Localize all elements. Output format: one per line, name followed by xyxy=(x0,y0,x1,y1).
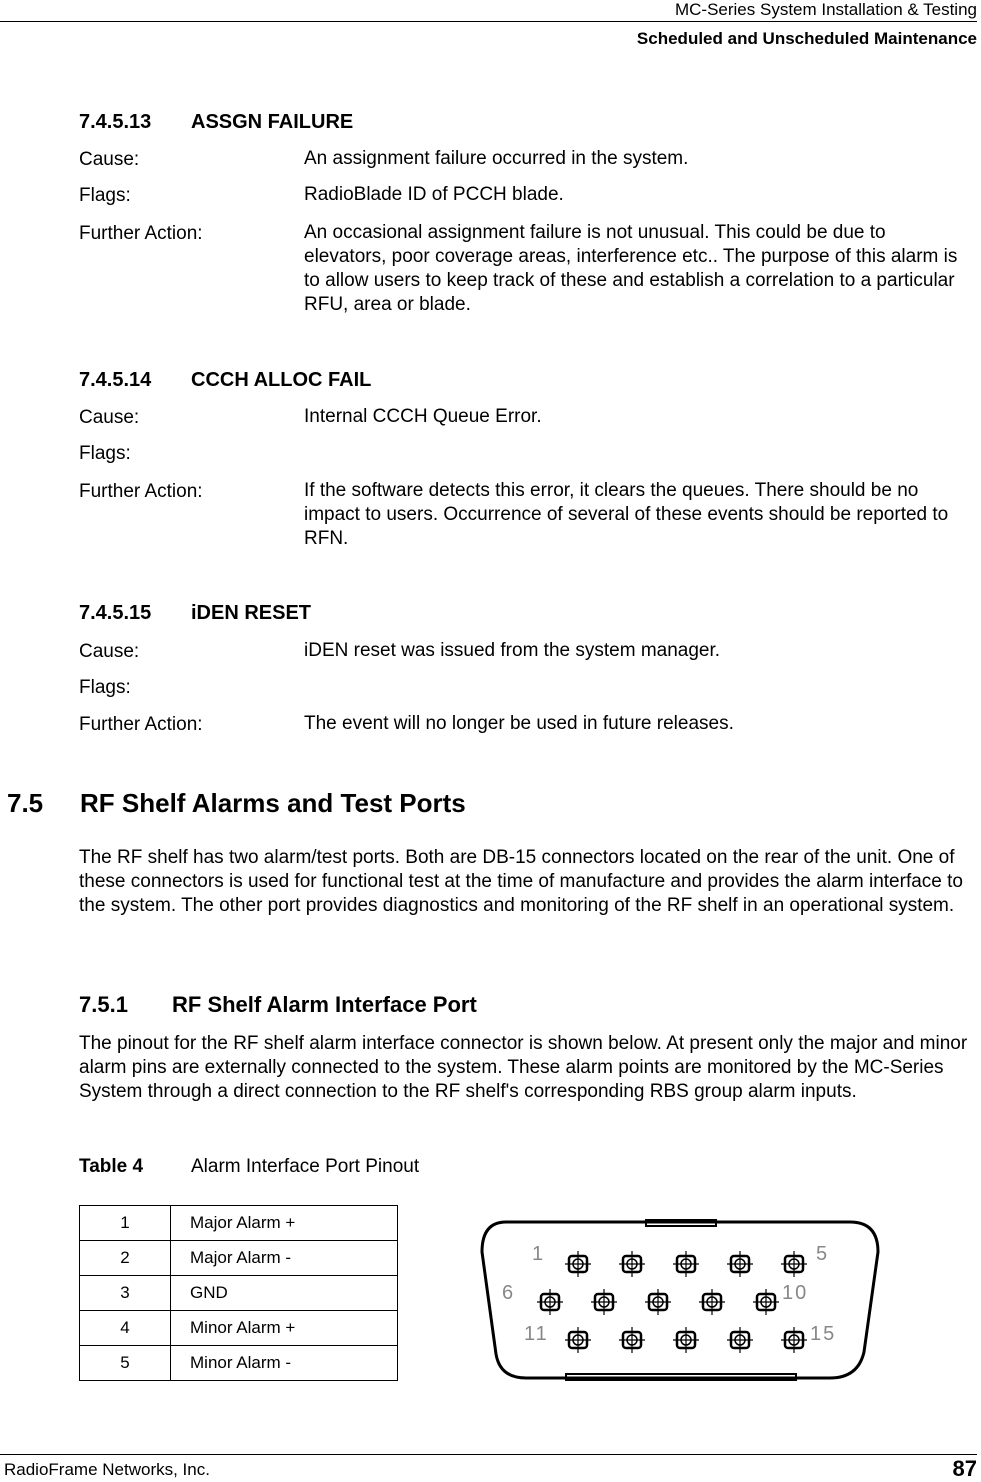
pin-row-3 xyxy=(565,1327,807,1353)
further-action-label: Further Action: xyxy=(79,223,203,244)
table-row xyxy=(80,1241,398,1276)
further-action-text: If the software detects this error, it clears the queues. There should be no impact to users. Occurrence of several of these events should be reported to RFN. xyxy=(304,480,949,549)
heading-7-4-5-13 xyxy=(79,111,353,134)
heading-7-4-5-14 xyxy=(79,369,371,392)
header-rule xyxy=(0,21,977,22)
heading-7-4-5-15 xyxy=(79,602,311,625)
pin-row-2 xyxy=(537,1289,779,1315)
cause-text: iDEN reset was issued from the system manager. xyxy=(304,640,721,661)
pin-description: Minor Alarm - xyxy=(171,1346,398,1381)
pin-number: 4 xyxy=(80,1311,171,1346)
running-header-title: MC-Series System Installation & Testing xyxy=(674,0,977,19)
table-row xyxy=(80,1276,398,1311)
pin-label-6: 6 xyxy=(502,1282,514,1304)
pin-description: Minor Alarm + xyxy=(171,1311,398,1346)
heading-number: 7.5 xyxy=(7,788,44,818)
cause-label: Cause: xyxy=(79,149,140,170)
pin-number: 2 xyxy=(80,1241,171,1276)
pinout-table xyxy=(79,1205,398,1381)
db15-connector-diagram xyxy=(478,1214,883,1384)
further-action-text: An occasional assignment failure is not unusual. This could be due to elevators, poor coverage areas, interference etc.. The purpose of this alarm is to allow users to keep track of these and establish a correlation to a particular RFU, area or blade. xyxy=(304,222,958,315)
table-row xyxy=(80,1311,398,1346)
flags-text: RadioBlade ID of PCCH blade. xyxy=(304,184,564,205)
pin-description: Major Alarm + xyxy=(171,1206,398,1241)
cause-text: Internal CCCH Queue Error. xyxy=(304,406,542,427)
section-7-5-paragraph: The RF shelf has two alarm/test ports. Both are DB-15 connectors located on the rear of the unit. One of these connectors is used for functional test at the time of manufacture and provides the alarm interface to the system. The other port provides diagnostics and monitoring of the RF shelf in an operational system. xyxy=(79,847,963,916)
running-header-chapter: Scheduled and Unscheduled Maintenance xyxy=(636,29,977,48)
pin-label-11: 11 xyxy=(524,1323,549,1345)
heading-number: 7.5.1 xyxy=(79,992,128,1017)
table-row xyxy=(80,1346,398,1381)
table-row xyxy=(80,1206,398,1241)
heading-7-5 xyxy=(7,788,466,819)
cause-label: Cause: xyxy=(79,407,140,428)
heading-number: 7.4.5.13 xyxy=(79,111,152,133)
pin-number: 1 xyxy=(80,1206,171,1241)
further-action-text: The event will no longer be used in future releases. xyxy=(304,713,734,734)
cause-label: Cause: xyxy=(79,641,140,662)
heading-7-5-1 xyxy=(79,992,477,1018)
pin-number: 3 xyxy=(80,1276,171,1311)
heading-number: 7.4.5.14 xyxy=(79,369,152,391)
heading-title: RF Shelf Alarm Interface Port xyxy=(172,992,477,1017)
table-caption xyxy=(79,1156,419,1178)
footer-rule xyxy=(0,1454,977,1455)
further-action-label: Further Action: xyxy=(79,481,203,502)
pin-description: Major Alarm - xyxy=(171,1241,398,1276)
pin-description: GND xyxy=(171,1276,398,1311)
pin-label-10: 10 xyxy=(782,1282,809,1304)
footer-company: RadioFrame Networks, Inc. xyxy=(4,1460,210,1479)
pin-label-1: 1 xyxy=(532,1243,544,1265)
page-number: 87 xyxy=(952,1456,977,1481)
pin-label-15: 15 xyxy=(810,1323,837,1345)
section-7-5-1-paragraph: The pinout for the RF shelf alarm interface connector is shown below. At present only the major and minor alarm pins are externally connected to the system. These alarm points are monitored by the MC-Series System through a direct connection to the RF shelf's corresponding RBS group alarm inputs. xyxy=(79,1033,968,1102)
flags-label: Flags: xyxy=(79,677,131,698)
pin-label-5: 5 xyxy=(816,1243,828,1265)
flags-label: Flags: xyxy=(79,443,131,464)
heading-title: iDEN RESET xyxy=(191,602,312,624)
pin-number: 5 xyxy=(80,1346,171,1381)
flags-label: Flags: xyxy=(79,185,131,206)
table-caption-text: Alarm Interface Port Pinout xyxy=(191,1156,420,1177)
further-action-label: Further Action: xyxy=(79,714,203,735)
table-label: Table 4 xyxy=(79,1156,144,1177)
heading-title: CCCH ALLOC FAIL xyxy=(191,369,372,391)
heading-number: 7.4.5.15 xyxy=(79,602,152,624)
heading-title: ASSGN FAILURE xyxy=(191,111,354,133)
pin-row-1 xyxy=(565,1251,807,1277)
heading-title: RF Shelf Alarms and Test Ports xyxy=(80,788,466,818)
cause-text: An assignment failure occurred in the system. xyxy=(304,148,689,169)
